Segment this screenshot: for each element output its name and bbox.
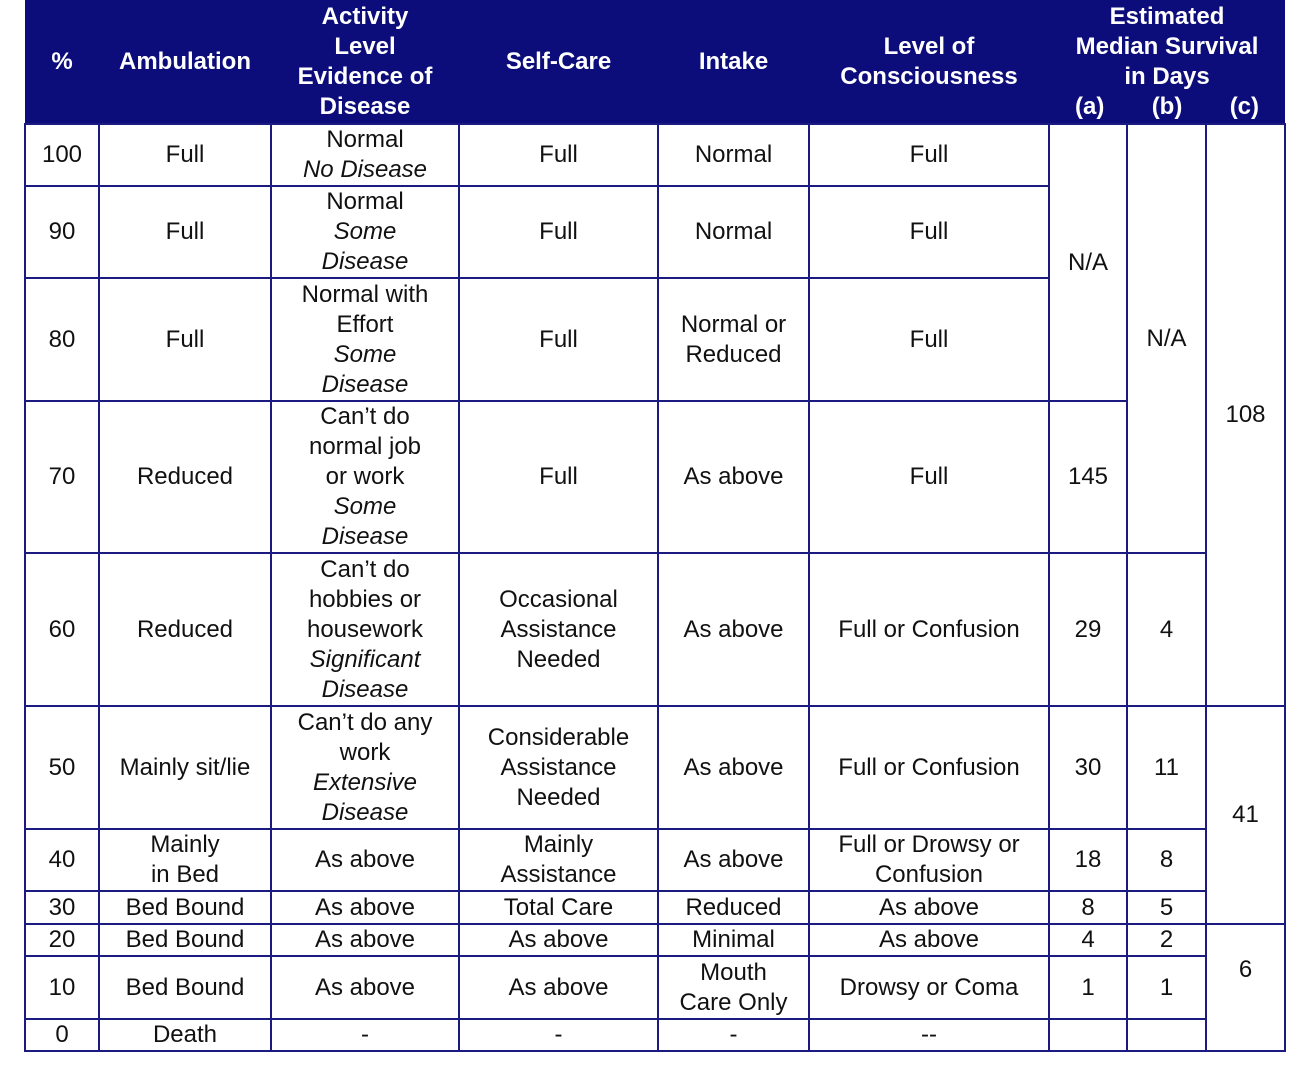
cell-intake: Reduced: [658, 891, 809, 924]
cell-intake: Mouth Care Only: [658, 956, 809, 1019]
header-intake: Intake: [658, 0, 809, 124]
cell-ambulation: Full: [99, 278, 271, 401]
cell-intake: As above: [658, 401, 809, 553]
cell-consciousness: Full or Confusion: [809, 553, 1049, 706]
cell-consciousness: Full: [809, 124, 1049, 186]
cell-percent: 20: [25, 924, 99, 956]
cell-consciousness: Full: [809, 278, 1049, 401]
survival-a-60: 29: [1049, 553, 1127, 706]
survival-c-6: 6: [1206, 924, 1285, 1051]
cell-ambulation: Bed Bound: [99, 891, 271, 924]
cell-consciousness: Drowsy or Coma: [809, 956, 1049, 1019]
cell-self-care: Full: [459, 124, 658, 186]
cell-consciousness: As above: [809, 891, 1049, 924]
survival-c-41: 41: [1206, 706, 1285, 924]
header-activity: Activity Level Evidence of Disease: [271, 0, 459, 124]
cell-activity: As above: [271, 924, 459, 956]
cell-intake: As above: [658, 553, 809, 706]
cell-percent: 50: [25, 706, 99, 829]
cell-activity: Normal Some Disease: [271, 186, 459, 278]
cell-intake: Minimal: [658, 924, 809, 956]
table-row: [25, 829, 1285, 891]
cell-self-care: Considerable Assistance Needed: [459, 706, 658, 829]
table-row: [25, 706, 1285, 829]
cell-ambulation: Full: [99, 124, 271, 186]
cell-activity: Can’t do hobbies or housework Significant Disease: [271, 553, 459, 706]
survival-b-60: 4: [1127, 553, 1206, 706]
cell-ambulation: Reduced: [99, 401, 271, 553]
cell-ambulation: Bed Bound: [99, 956, 271, 1019]
survival-a-empty: [1049, 1019, 1127, 1051]
survival-a-50: 30: [1049, 706, 1127, 829]
cell-percent: 100: [25, 124, 99, 186]
header-self-care: Self-Care: [459, 0, 658, 124]
survival-a-70: 145: [1049, 401, 1127, 553]
survival-b-30: 5: [1127, 891, 1206, 924]
cell-activity: As above: [271, 891, 459, 924]
survival-c-108: 108: [1206, 124, 1285, 706]
cell-percent: 40: [25, 829, 99, 891]
cell-intake: Normal: [658, 124, 809, 186]
cell-percent: 80: [25, 278, 99, 401]
survival-b-empty: [1127, 1019, 1206, 1051]
cell-percent: 30: [25, 891, 99, 924]
survival-a-10: 1: [1049, 956, 1127, 1019]
cell-ambulation: Full: [99, 186, 271, 278]
cell-ambulation: Mainly in Bed: [99, 829, 271, 891]
cell-activity: Can’t do normal job or work Some Disease: [271, 401, 459, 553]
table-row: [25, 924, 1285, 956]
cell-ambulation: Reduced: [99, 553, 271, 706]
cell-self-care: Occasional Assistance Needed: [459, 553, 658, 706]
header-row: [25, 0, 1285, 124]
cell-activity: As above: [271, 956, 459, 1019]
table-row: [25, 1019, 1285, 1051]
cell-self-care: Total Care: [459, 891, 658, 924]
survival-b-40: 8: [1127, 829, 1206, 891]
header-survival-a: (a): [1075, 92, 1105, 120]
cell-activity: Can’t do any work Extensive Disease: [271, 706, 459, 829]
cell-activity: Normal No Disease: [271, 124, 459, 186]
cell-consciousness: As above: [809, 924, 1049, 956]
cell-consciousness: Full: [809, 186, 1049, 278]
cell-self-care: Full: [459, 186, 658, 278]
cell-self-care: As above: [459, 924, 658, 956]
cell-self-care: Mainly Assistance: [459, 829, 658, 891]
cell-consciousness: Full: [809, 401, 1049, 553]
cell-intake: Normal or Reduced: [658, 278, 809, 401]
survival-b-10: 1: [1127, 956, 1206, 1019]
cell-percent: 90: [25, 186, 99, 278]
cell-percent: 0: [25, 1019, 99, 1051]
survival-a-na: N/A: [1049, 124, 1127, 401]
cell-ambulation: Death: [99, 1019, 271, 1051]
cell-intake: As above: [658, 829, 809, 891]
cell-percent: 10: [25, 956, 99, 1019]
survival-b-50: 11: [1127, 706, 1206, 829]
cell-intake: -: [658, 1019, 809, 1051]
survival-a-40: 18: [1049, 829, 1127, 891]
header-survival-c: (c): [1229, 92, 1260, 120]
table-row: [25, 124, 1285, 186]
cell-percent: 70: [25, 401, 99, 553]
cell-self-care: -: [459, 1019, 658, 1051]
header-consciousness: Level of Consciousness: [809, 0, 1049, 124]
table-row: [25, 553, 1285, 706]
cell-intake: As above: [658, 706, 809, 829]
survival-b-na: N/A: [1127, 124, 1206, 553]
cell-activity: -: [271, 1019, 459, 1051]
header-survival-b: (b): [1151, 92, 1183, 120]
header-ambulation: Ambulation: [99, 0, 271, 124]
cell-consciousness: --: [809, 1019, 1049, 1051]
cell-ambulation: Bed Bound: [99, 924, 271, 956]
survival-a-30: 8: [1049, 891, 1127, 924]
cell-self-care: As above: [459, 956, 658, 1019]
cell-consciousness: Full or Confusion: [809, 706, 1049, 829]
cell-intake: Normal: [658, 186, 809, 278]
cell-ambulation: Mainly sit/lie: [99, 706, 271, 829]
table-row: [25, 956, 1285, 1019]
cell-self-care: Full: [459, 401, 658, 553]
pps-table: [24, 0, 1286, 1052]
table-row: [25, 891, 1285, 924]
header-survival: Estimated Median Survival in Days (a) (b) (c): [1049, 0, 1285, 124]
table-row: [25, 401, 1285, 553]
cell-self-care: Full: [459, 278, 658, 401]
survival-a-20: 4: [1049, 924, 1127, 956]
cell-activity: Normal with Effort Some Disease: [271, 278, 459, 401]
survival-b-20: 2: [1127, 924, 1206, 956]
header-percent: %: [25, 0, 99, 124]
cell-consciousness: Full or Drowsy or Confusion: [809, 829, 1049, 891]
cell-percent: 60: [25, 553, 99, 706]
cell-activity: As above: [271, 829, 459, 891]
